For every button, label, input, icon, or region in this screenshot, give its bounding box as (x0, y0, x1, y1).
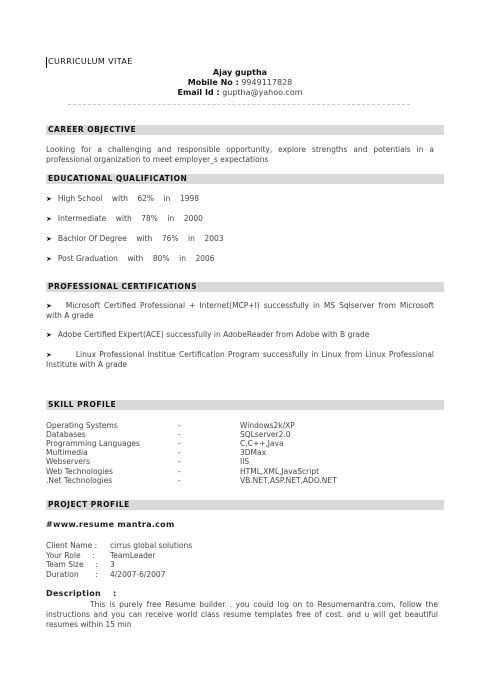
section-heading-project: PROJECT PROFILE (46, 500, 444, 510)
skill-label: .Net Technologies (46, 475, 113, 485)
skill-separator: - (178, 430, 181, 440)
skill-value: Windows2k/XP (240, 421, 295, 430)
project-field-value: 4/2007-6/2007 (110, 569, 166, 579)
project-field-value: 3 (110, 560, 115, 569)
project-site: #www.resume mantra.com (46, 520, 175, 529)
project-field-value: TeamLeader (110, 550, 156, 560)
certification-item: ➤ Microsoft Certified Professional + Internet(MCP+I) successfully in MS Sqlserver from Microsoft with A grade (46, 301, 434, 320)
text-cursor (46, 57, 47, 68)
project-field-label: Your Role : (46, 550, 96, 560)
certification-item: ➤ Adobe Certified Expert(ACE) successfully in AdobeReader from Adobe with B grade (46, 330, 370, 339)
skill-value: VB.NET,ASP.NET,ADO.NET (240, 475, 337, 485)
education-item: ➤ Intermediate with 78% in 2000 (46, 214, 203, 223)
project-field-value: cirrus global solutions (110, 541, 193, 550)
arrow-bullet-icon: ➤ (46, 235, 52, 243)
mobile-label: Mobile No : (187, 78, 239, 87)
skill-separator: - (178, 448, 181, 458)
description-label: Description (46, 589, 102, 598)
education-item: ➤ Post Graduation with 80% in 2006 (46, 254, 215, 263)
section-heading-skills: SKILL PROFILE (46, 400, 444, 410)
document-title: CURRICULUM VITAE (48, 57, 133, 66)
project-field-label: Team Size : (46, 560, 99, 569)
skill-label: Programming Languages (46, 439, 140, 449)
skill-value: HTML,XML,JavaScript (240, 466, 320, 476)
skill-label: Operating Systems (46, 421, 118, 430)
education-item: ➤ High School with 62% in 1998 (46, 194, 200, 203)
mobile-line (0, 78, 480, 87)
arrow-bullet-icon: ➤ (46, 331, 52, 339)
project-field-label: Duration : (46, 569, 98, 579)
skill-label: Webservers (46, 457, 91, 467)
description-text: This is purely free Resume builder . you could log on to Resumemantra.com, follow the instructions and you can receive world class resume templates free of cost. and u will get beautiful resumes within 15 min (46, 600, 438, 629)
skill-value: IIS (240, 457, 250, 467)
mobile-value: 9949117828 (241, 78, 293, 87)
skill-separator: - (178, 466, 181, 476)
skill-separator: - (178, 421, 181, 430)
skill-separator: - (178, 439, 181, 449)
arrow-bullet-icon: ➤ (46, 195, 52, 203)
email-label: Email Id : (177, 88, 220, 97)
career-objective-text: Looking for a challenging and responsible opportunity, explore strengths and potentials in a professional organization to meet employer_s expectations (46, 145, 434, 164)
project-field-label: Client Name : (46, 541, 98, 550)
arrow-bullet-icon: ➤ (46, 302, 52, 310)
certification-item: ➤ Linux Professional Institue Certification Program successfully in Linux from Linux Professional Institute with A grade (46, 350, 434, 369)
skill-value: C,C++,Java (240, 439, 284, 449)
skill-label: Multimedia (46, 448, 88, 458)
section-heading-education: EDUCATIONAL QUALIFICATION (46, 174, 444, 184)
arrow-bullet-icon: ➤ (46, 255, 52, 263)
skill-value: SQLserver2.0 (240, 430, 291, 440)
skill-label: Web Technologies (46, 466, 113, 476)
candidate-name: Ajay guptha (212, 68, 268, 77)
section-heading-certifications: PROFESSIONAL CERTIFICATIONS (46, 282, 444, 292)
skill-label: Databases (46, 430, 86, 440)
education-item: ➤ Bachlor Of Degree with 76% in 2003 (46, 234, 224, 243)
email-value: guptha@yahoo.com (222, 88, 303, 97)
skill-separator: - (178, 457, 181, 467)
section-heading-career: CAREER OBJECTIVE (46, 125, 444, 135)
description-colon: : (113, 589, 117, 598)
skill-value: 3DMax (240, 448, 267, 458)
header-divider (68, 104, 410, 105)
arrow-bullet-icon: ➤ (46, 215, 52, 223)
email-line (0, 88, 480, 97)
arrow-bullet-icon: ➤ (46, 351, 52, 359)
skill-separator: - (178, 475, 181, 485)
